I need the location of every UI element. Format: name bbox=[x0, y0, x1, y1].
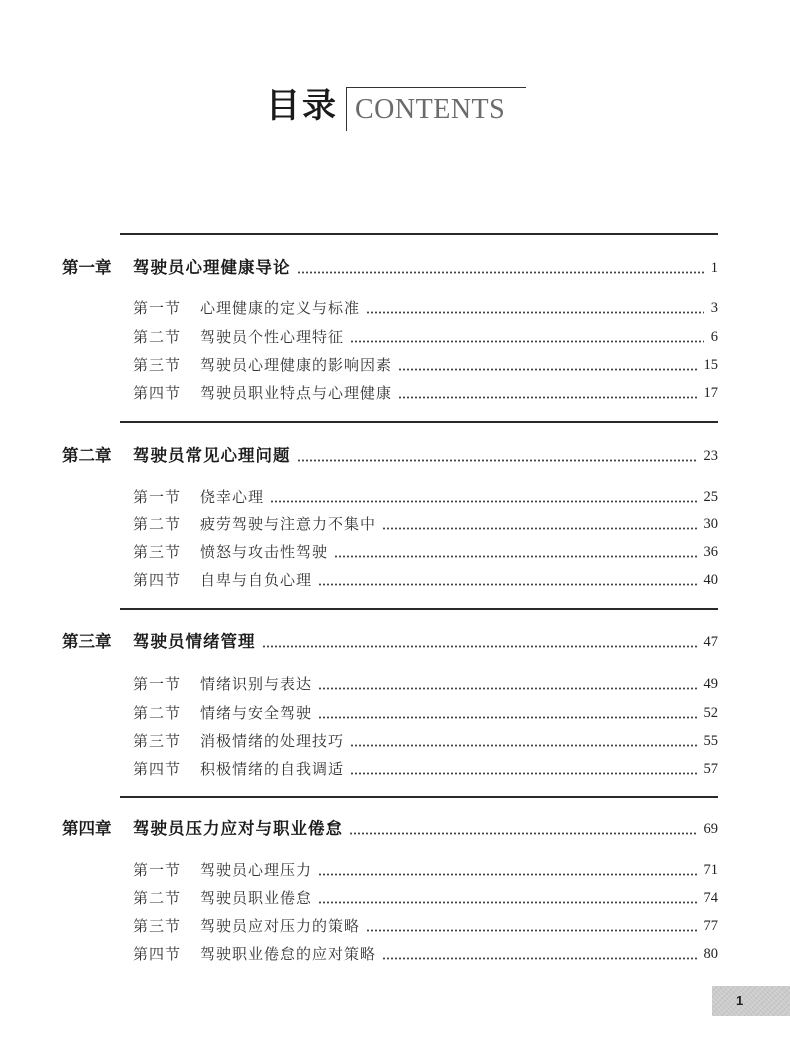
page-number: 6 bbox=[710, 329, 718, 345]
section-label: 第三节 bbox=[133, 356, 182, 374]
chapter-divider-3 bbox=[120, 608, 718, 610]
page-number: 49 bbox=[703, 676, 718, 692]
page-number: 57 bbox=[703, 761, 718, 777]
page-number: 71 bbox=[703, 862, 718, 878]
page-number: 47 bbox=[703, 634, 718, 650]
section-label: 第三节 bbox=[133, 917, 182, 935]
chapter-title: 驾驶员情绪管理 bbox=[133, 632, 256, 651]
chapter-title: 驾驶员心理健康导论 bbox=[133, 258, 291, 277]
dot-leader bbox=[350, 772, 697, 775]
section-label: 第一节 bbox=[133, 299, 182, 317]
section-label: 第四节 bbox=[133, 945, 182, 963]
section-title: 疲劳驾驶与注意力不集中 bbox=[200, 515, 377, 533]
section-label: 第二节 bbox=[133, 328, 182, 346]
dot-leader bbox=[350, 744, 697, 747]
page-number: 40 bbox=[703, 572, 718, 588]
dot-leader bbox=[382, 527, 697, 530]
dot-leader bbox=[398, 368, 697, 371]
section-label: 第四节 bbox=[133, 760, 182, 778]
section-row bbox=[133, 860, 718, 880]
page-title-chinese: 目录 bbox=[266, 86, 338, 126]
chapter-label: 第二章 bbox=[62, 446, 112, 465]
chapter-row-2 bbox=[62, 446, 718, 466]
page-number: 15 bbox=[703, 357, 718, 373]
section-title: 自卑与自负心理 bbox=[200, 571, 313, 589]
page-number: 25 bbox=[703, 489, 718, 505]
section-title: 驾驶员职业倦怠 bbox=[200, 889, 313, 907]
section-label: 第二节 bbox=[133, 889, 182, 907]
section-title: 消极情绪的处理技巧 bbox=[200, 732, 345, 750]
section-row bbox=[133, 570, 718, 590]
section-title: 驾驶员心理健康的影响因素 bbox=[200, 356, 393, 374]
page-number: 77 bbox=[703, 918, 718, 934]
section-label: 第二节 bbox=[133, 515, 182, 533]
section-label: 第三节 bbox=[133, 732, 182, 750]
section-row bbox=[133, 298, 718, 318]
dot-leader bbox=[262, 645, 698, 648]
page-number: 55 bbox=[703, 733, 718, 749]
dot-leader bbox=[318, 583, 697, 586]
page-number: 52 bbox=[703, 705, 718, 721]
section-label: 第四节 bbox=[133, 384, 182, 402]
section-row bbox=[133, 327, 718, 347]
section-row bbox=[133, 355, 718, 375]
section-row bbox=[133, 514, 718, 534]
chapter-divider-4 bbox=[120, 796, 718, 798]
chapter-row-3 bbox=[62, 632, 718, 652]
section-row bbox=[133, 944, 718, 964]
chapter-divider-2 bbox=[120, 421, 718, 423]
dot-leader bbox=[318, 901, 697, 904]
page-number: 1 bbox=[710, 260, 718, 276]
dot-leader bbox=[334, 555, 697, 558]
dot-leader bbox=[349, 832, 698, 835]
chapter-divider-1 bbox=[120, 233, 718, 235]
dot-leader bbox=[366, 929, 697, 932]
section-label: 第二节 bbox=[133, 704, 182, 722]
section-row bbox=[133, 888, 718, 908]
section-title: 情绪与安全驾驶 bbox=[200, 704, 313, 722]
chapter-title: 驾驶员常见心理问题 bbox=[133, 446, 291, 465]
chapter-label: 第四章 bbox=[62, 819, 112, 838]
section-label: 第一节 bbox=[133, 861, 182, 879]
chapter-row-4 bbox=[62, 819, 718, 839]
section-title: 驾驶员应对压力的策略 bbox=[200, 917, 361, 935]
section-title: 侥幸心理 bbox=[200, 488, 265, 506]
section-row bbox=[133, 731, 718, 751]
dot-leader bbox=[318, 687, 697, 690]
section-label: 第一节 bbox=[133, 488, 182, 506]
section-row bbox=[133, 383, 718, 403]
chapter-label: 第一章 bbox=[62, 258, 112, 277]
page-number: 74 bbox=[703, 890, 718, 906]
section-title: 驾驶员个性心理特征 bbox=[200, 328, 345, 346]
section-label: 第四节 bbox=[133, 571, 182, 589]
page-number: 36 bbox=[703, 544, 718, 560]
page-number: 69 bbox=[703, 821, 718, 837]
dot-leader bbox=[398, 396, 697, 399]
section-label: 第一节 bbox=[133, 675, 182, 693]
section-title: 驾驶员职业特点与心理健康 bbox=[200, 384, 393, 402]
page-number: 30 bbox=[703, 516, 718, 532]
dot-leader bbox=[270, 500, 697, 503]
page-number: 3 bbox=[710, 300, 718, 316]
section-row bbox=[133, 703, 718, 723]
section-row bbox=[133, 674, 718, 694]
footer-page-number: 1 bbox=[712, 986, 790, 1016]
section-title: 驾驶职业倦怠的应对策略 bbox=[200, 945, 377, 963]
section-title: 愤怒与攻击性驾驶 bbox=[200, 543, 329, 561]
page-number: 23 bbox=[703, 448, 718, 464]
dot-leader bbox=[297, 459, 698, 462]
section-row bbox=[133, 542, 718, 562]
chapter-label: 第三章 bbox=[62, 632, 112, 651]
dot-leader bbox=[318, 873, 697, 876]
dot-leader bbox=[382, 957, 697, 960]
section-row bbox=[133, 916, 718, 936]
section-row bbox=[133, 759, 718, 779]
section-row bbox=[133, 487, 718, 507]
section-label: 第三节 bbox=[133, 543, 182, 561]
page-number: 80 bbox=[703, 946, 718, 962]
page-number: 17 bbox=[703, 385, 718, 401]
section-title: 情绪识别与表达 bbox=[200, 675, 313, 693]
page-title-english: CONTENTS bbox=[346, 87, 526, 131]
section-title: 驾驶员心理压力 bbox=[200, 861, 313, 879]
chapter-row-1 bbox=[62, 258, 718, 278]
section-title: 积极情绪的自我调适 bbox=[200, 760, 345, 778]
dot-leader bbox=[297, 271, 705, 274]
dot-leader bbox=[366, 311, 704, 314]
chapter-title: 驾驶员压力应对与职业倦怠 bbox=[133, 819, 343, 838]
dot-leader bbox=[318, 716, 697, 719]
section-title: 心理健康的定义与标准 bbox=[200, 299, 361, 317]
dot-leader bbox=[350, 340, 704, 343]
